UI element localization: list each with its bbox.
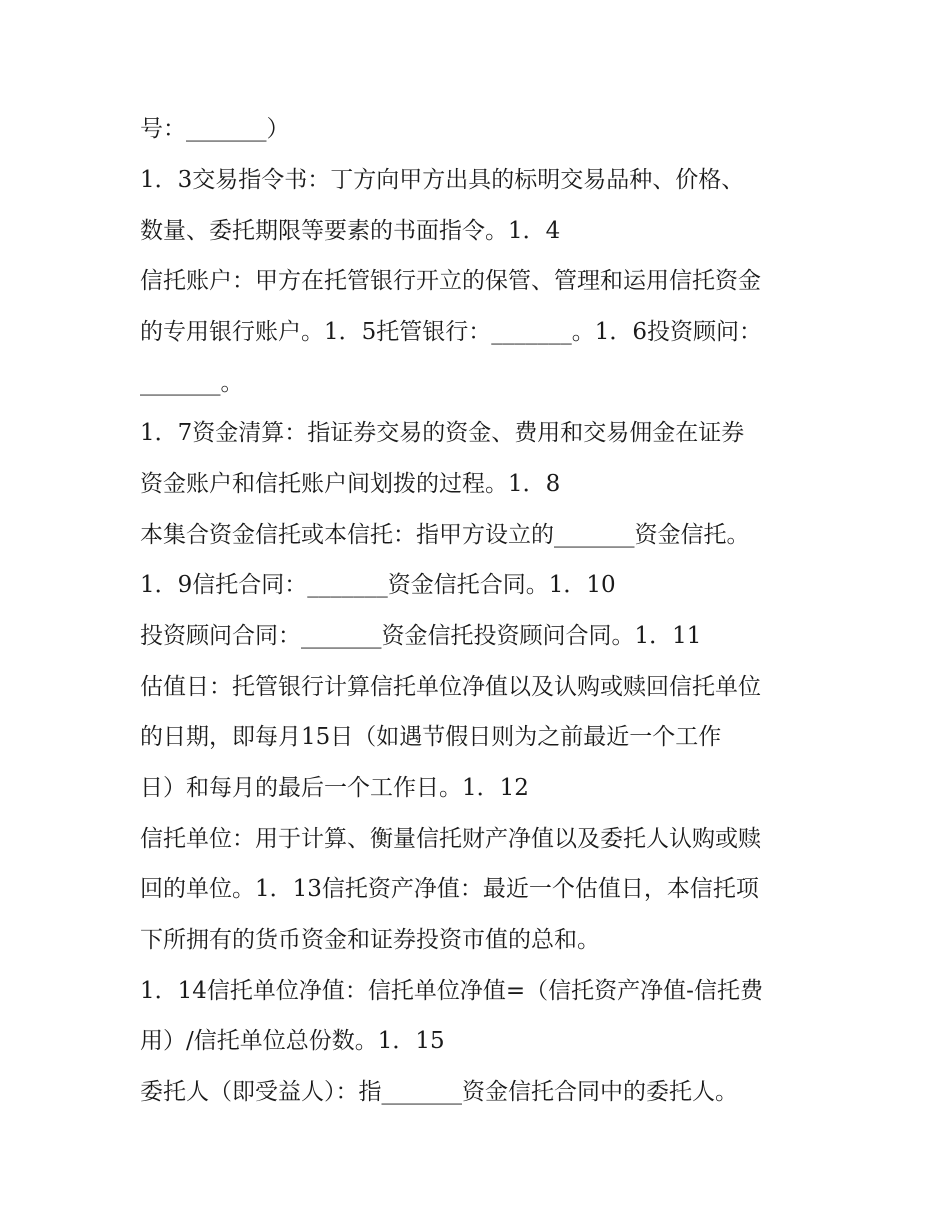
text-line: 1．14信托单位净值：信托单位净值=（信托资产净值-信托费 <box>140 978 763 1004</box>
text-line: 信托账户：甲方在托管银行开立的保管、管理和运用信托资金 <box>140 268 761 294</box>
text-line: 1．3交易指令书：丁方向甲方出具的标明交易品种、价格、 <box>140 167 745 193</box>
text-line: 的专用银行账户。1．5托管银行：_______。1．6投资顾问： <box>140 319 763 345</box>
text-line: 下所拥有的货币资金和证券投资市值的总和。 <box>140 927 600 953</box>
text-line: 估值日：托管银行计算信托单位净值以及认购或赎回信托单位 <box>140 674 761 700</box>
text-line: 投资顾问合同：_______资金信托投资顾问合同。1．11 <box>140 623 702 649</box>
text-line: _______。 <box>140 370 244 396</box>
text-line: 数量、委托期限等要素的书面指令。1．4 <box>140 218 561 244</box>
text-line: 号：_______） <box>140 116 290 142</box>
text-line: 1．7资金清算：指证券交易的资金、费用和交易佣金在证券 <box>140 420 745 446</box>
text-line: 1．9信托合同：_______资金信托合同。1．10 <box>140 572 616 598</box>
text-line: 信托单位：用于计算、衡量信托财产净值以及委托人认购或赎 <box>140 826 761 852</box>
text-line: 日）和每月的最后一个工作日。1．12 <box>140 775 529 801</box>
text-line: 回的单位。1．13信托资产净值：最近一个估值日，本信托项 <box>140 876 759 902</box>
text-line: 本集合资金信托或本信托：指甲方设立的_______资金信托。 <box>140 522 750 548</box>
text-line: 资金账户和信托账户间划拨的过程。1．8 <box>140 471 561 497</box>
text-line: 的日期，即每月15日（如遇节假日则为之前最近一个工作 <box>140 724 722 750</box>
text-line: 委托人（即受益人）：指_______资金信托合同中的委托人。 <box>140 1079 738 1105</box>
text-line: 用）/信托单位总份数。1．15 <box>140 1028 445 1054</box>
